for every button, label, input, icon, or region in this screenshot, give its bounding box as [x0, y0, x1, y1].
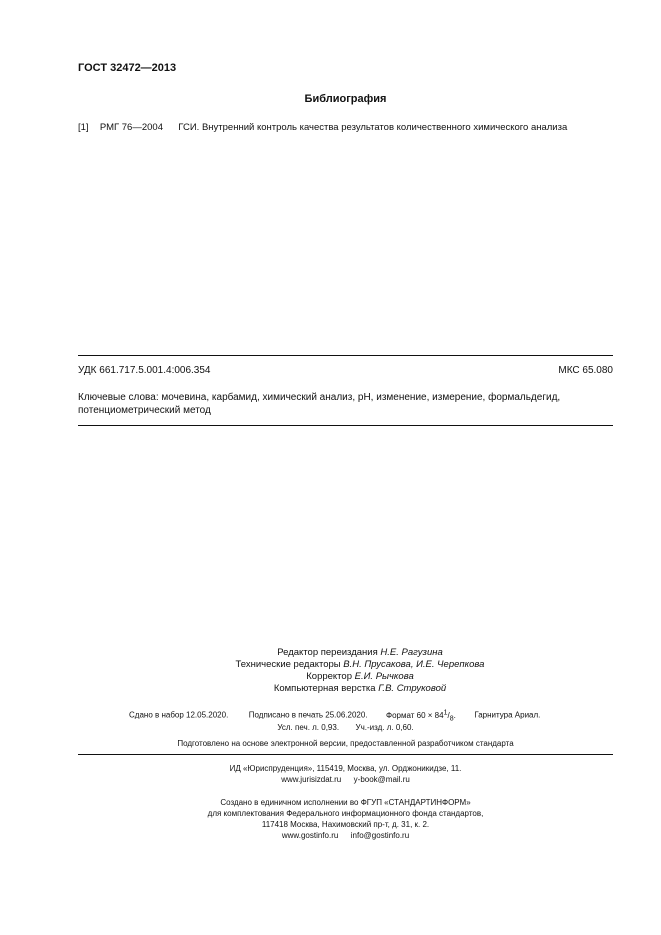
producer-line2: для комплектования Федерального информационного фонда стандартов, — [207, 809, 484, 818]
prepared-note: Подготовлено на основе электронной версии, предоставленной разработчиком стандарта — [177, 739, 514, 748]
publisher-contacts — [30, 774, 661, 785]
producer-email[interactable]: info@gostinfo.ru — [350, 831, 410, 840]
paper-format: Формат $60 \times 84^1/_8$. — [386, 709, 456, 723]
typeface: Гарнитура Ариал. — [474, 710, 541, 720]
producer-address: 117418 Москва, Нахимовский пр-т, д. 31, к. 2. — [261, 820, 430, 829]
print-sheets: Усл. печ. л. 0,93. — [277, 723, 340, 732]
signed-date: Подписано в печать 25.06.2020. — [248, 710, 368, 720]
keywords: Ключевые слова: мочевина, карбамид, химический анализ, pH, изменение, измерение, формальдегид, потенциометрический метод — [78, 392, 561, 416]
publisher-divider — [78, 754, 613, 755]
producer-block — [0, 797, 661, 841]
publisher-email[interactable]: y-book@mail.ru — [353, 775, 410, 784]
print-info-line1 — [129, 709, 540, 722]
bibliography-entry — [78, 122, 567, 133]
entry-text: ГСИ. Внутренний контроль качества результатов количественного химического анализа — [178, 122, 568, 133]
entry-code: РМГ 76—2004 — [99, 122, 163, 133]
editor-line: Редактор переиздания Н.Е. Рагузина — [277, 647, 443, 658]
bottom-divider — [78, 425, 613, 426]
standard-id: ГОСТ 32472—2013 — [78, 62, 177, 74]
layout-line: Компьютерная верстка Г.В. Струковой — [273, 683, 447, 694]
credits — [60, 647, 660, 695]
udk-code: УДК 661.717.5.001.4:006.354 — [78, 365, 211, 376]
publisher-address: ИД «Юриспруденция», 115419, Москва, ул. Орджоникидзе, 11. — [229, 764, 462, 773]
tech-editors-line: Технические редакторы В.Н. Прусакова, И.Е. Черепкова — [235, 659, 485, 670]
bibliography-title: Библиография — [304, 93, 387, 105]
publisher-site[interactable]: www.jurisizdat.ru — [281, 775, 342, 784]
mks-code: МКС 65.080 — [558, 365, 613, 376]
print-info-line2 — [0, 723, 661, 732]
submitted-date: Сдано в набор 12.05.2020. — [129, 710, 229, 720]
producer-line1: Создано в единичном исполнении во ФГУП «СТАНДАРТИНФОРМ» — [220, 798, 471, 807]
publishing-sheets: Уч.-изд. л. 0,60. — [355, 723, 414, 732]
producer-contacts — [30, 830, 661, 841]
publisher-block — [0, 763, 661, 785]
producer-site[interactable]: www.gostinfo.ru — [281, 831, 339, 840]
corrector-line: Корректор Е.И. Рычкова — [306, 671, 414, 682]
top-divider — [78, 355, 613, 356]
entry-number: [1] — [78, 122, 89, 133]
